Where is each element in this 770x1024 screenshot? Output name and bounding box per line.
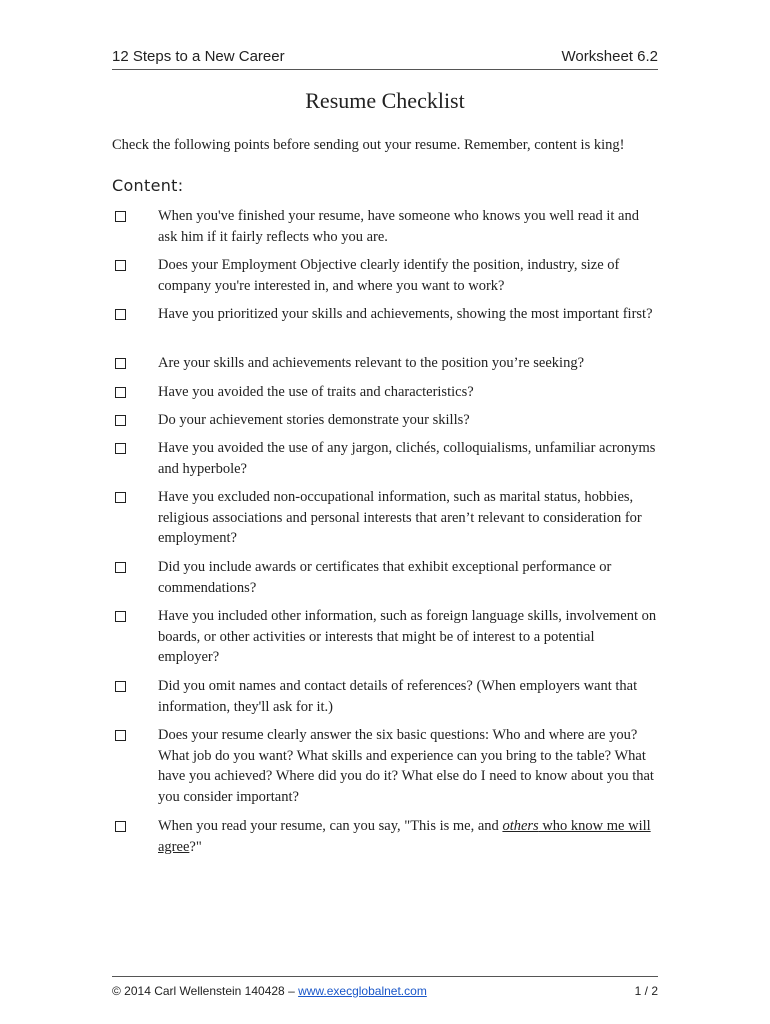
checkbox[interactable] [115, 821, 126, 832]
checkbox[interactable] [115, 562, 126, 573]
checklist-item-text [158, 816, 658, 857]
footer-website-link[interactable]: www.execglobalnet.com [298, 984, 427, 998]
checkbox[interactable] [115, 358, 126, 369]
last-item-emphasis: others [502, 818, 539, 834]
checkbox[interactable] [115, 730, 126, 741]
checkbox[interactable] [115, 611, 126, 622]
checklist-item-text: Have you included other information, such as foreign language skills, involvement on boards, or other activities or interests that might be of interest to a potential employer? [158, 608, 657, 666]
section-heading-content: Content: [112, 176, 184, 195]
checkbox[interactable] [115, 443, 126, 454]
checkbox[interactable] [115, 492, 126, 503]
intro-text: Check the following points before sending out your resume. Remember, content is king! [112, 137, 625, 153]
checklist-item-text: Did you include awards or certificates that exhibit exceptional performance or commendations? [158, 559, 612, 596]
checklist-item-text: When you've finished your resume, have someone who knows you well read it and ask him if it fairly reflects who you are. [158, 208, 639, 245]
checklist-item-text: Are your skills and achievements relevant to the position you’re seeking? [158, 355, 585, 371]
checkbox[interactable] [115, 387, 126, 398]
checkbox[interactable] [115, 260, 126, 271]
header-worksheet-number: Worksheet 6.2 [561, 48, 658, 65]
last-item-before: When you read your resume, can you say, "This is me, and [158, 818, 503, 834]
checklist-item-text: Have you avoided the use of traits and characteristics? [158, 384, 474, 400]
page-title: Resume Checklist [305, 88, 465, 113]
page-footer [112, 976, 658, 1005]
checklist-item-text: Does your resume clearly answer the six basic questions: Who and where are you? What job do you want? What skills and experience can you bring to the table? What have you achieved? Where did you do it? What else do I need to know about you that you consider important? [158, 727, 654, 805]
checklist-item-text: Do your achievement stories demonstrate your skills? [158, 412, 470, 428]
last-item-after: ?" [189, 838, 202, 855]
checklist-item-text: Did you omit names and contact details of references? (When employers want that information, they'll ask for it.) [158, 678, 638, 715]
page-header [112, 47, 658, 70]
footer-copyright-text: © 2014 Carl Wellenstein 140428 – [112, 984, 299, 998]
footer-page-number: 1 / 2 [634, 984, 658, 998]
checkbox[interactable] [115, 681, 126, 692]
footer-copyright [112, 984, 427, 998]
checklist-item-text: Have you prioritized your skills and achievements, showing the most important first? [158, 306, 653, 322]
checklist-item-text: Have you excluded non-occupational information, such as marital status, hobbies, religious associations and personal interests that aren’t relevant to consideration for employment? [158, 489, 642, 547]
header-series-title: 12 Steps to a New Career [112, 48, 285, 65]
last-item-middle: who know me will agree [158, 818, 651, 855]
checklist-item-text: Have you avoided the use of any jargon, clichés, colloquialisms, unfamiliar acronyms and hyperbole? [158, 440, 656, 477]
checkbox[interactable] [115, 211, 126, 222]
checkbox[interactable] [115, 415, 126, 426]
checkbox[interactable] [115, 309, 126, 320]
checklist-item-text: Does your Employment Objective clearly identify the position, industry, size of company you're interested in, and where you want to work? [158, 257, 620, 294]
